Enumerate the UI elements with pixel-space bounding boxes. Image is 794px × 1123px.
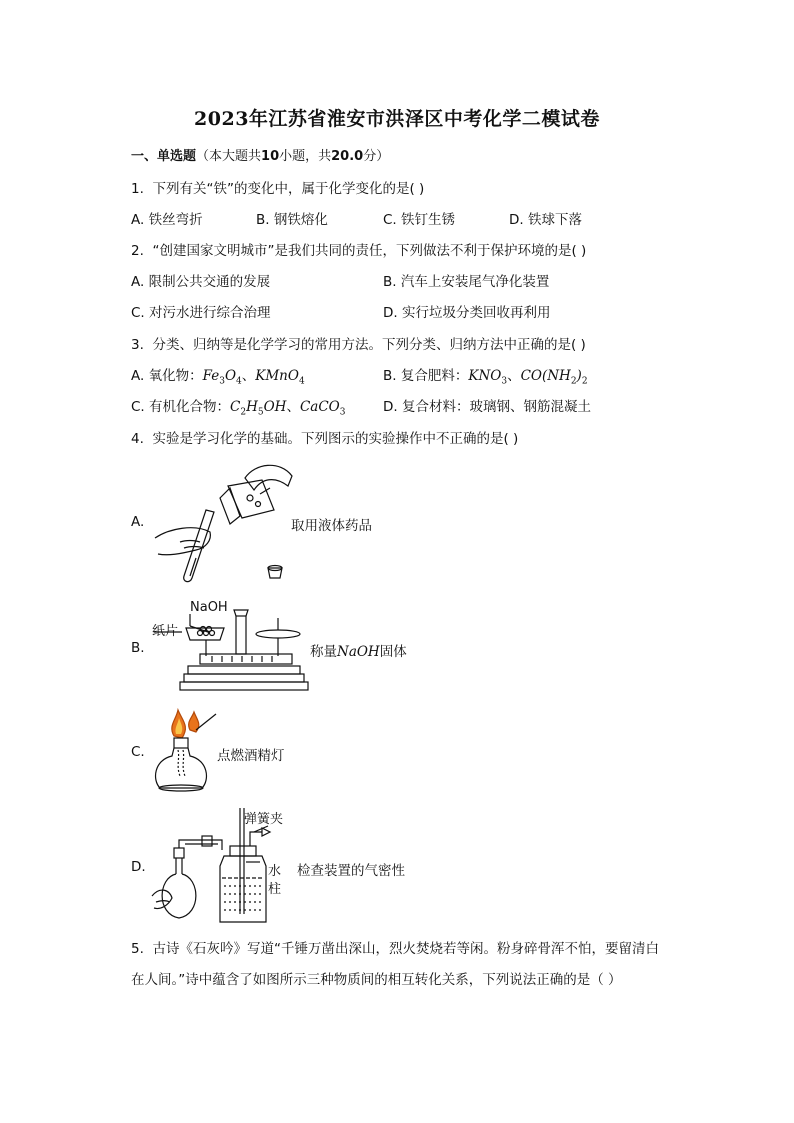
question-5-line-2: 在人间。”诗中蕴含了如图所示三种物质间的相互转化关系，下列说法正确的是（ ） [131,972,622,988]
question-number: 3. [131,337,144,353]
pouring-liquid-figure [150,458,300,588]
spring-clip-icon [262,828,270,836]
question-stem: “创建国家文明城市”是我们共同的责任，下列做法不利于保护环境的是( ) [152,243,587,259]
question-number: 2. [131,243,144,259]
question-number: 5. [131,941,144,957]
question-number: 4. [131,431,144,447]
question-3 [131,333,586,353]
question-1 [131,177,424,197]
option-a[interactable]: A. 铁丝弯折 [131,212,203,228]
option-a[interactable]: A. [131,514,145,530]
water-label: 水 [268,864,282,879]
hand-icon [245,465,292,490]
column-label: 柱 [268,882,282,897]
question-stem: 古诗《石灰吟》写道“千锤万凿出深山，烈火焚烧若等闲。粉身碎骨浑不怕，要留清白 [152,941,659,957]
option-c[interactable]: C. [131,744,145,760]
option-b[interactable]: B. 复合肥料：$KNO_3$、$CO(NH_2)_2$ [383,368,588,387]
figure-caption: 取用液体药品 [291,518,372,534]
spring-clip-label: 弹簧夹 [244,812,284,827]
option-c[interactable]: C. 对污水进行综合治理 [131,305,271,321]
option-a[interactable]: A. 氧化物：$Fe_3O_4$、KMnO$_4$ [131,368,305,387]
option-d[interactable]: D. 实行垃圾分类回收再利用 [383,305,551,321]
paper-label: 纸片 [152,624,179,639]
flask-icon [162,874,196,918]
question-number: 1. [131,181,144,197]
figure-caption: 点燃酒精灯 [217,748,285,764]
question-4 [131,427,518,447]
option-b[interactable]: B. [131,640,145,656]
naoh-label: NaOH [190,600,228,615]
bottle-icon [220,856,266,922]
question-stem: 分类、归纳等是化学学习的常用方法。下列分类、归纳方法中正确的是( ) [152,337,586,353]
question-stem: 下列有关“铁”的变化中，属于化学变化的是( ) [152,181,425,197]
option-a[interactable]: A. 限制公共交通的发展 [131,274,271,290]
option-b[interactable]: B. 汽车上安装尾气净化装置 [383,274,550,290]
test-tube-icon [184,510,214,582]
section-header: 一、单选题（本大题共10小题，共20.0分） [131,149,390,164]
option-c[interactable]: C. 有机化合物：$C_2H_5OH$、CaCO$_3$ [131,399,346,418]
question-stem: 实验是学习化学的基础。下列图示的实验操作中不正确的是( ) [152,431,519,447]
figure-caption: 称量NaOH固体 [310,644,407,660]
alcohol-lamp-icon [156,748,207,788]
option-d[interactable]: D. [131,859,146,875]
option-d[interactable]: D. 复合材料：玻璃钢、钢筋混凝土 [383,399,591,415]
question-5 [131,937,659,957]
figure-caption: 检查装置的气密性 [297,863,405,879]
option-b[interactable]: B. 钢铁熔化 [256,212,328,228]
option-c[interactable]: C. 铁钉生锈 [383,212,456,228]
alcohol-lamp-figure [150,706,220,798]
question-2 [131,239,586,259]
balance-scale-figure [150,600,306,694]
option-d[interactable]: D. 铁球下落 [509,212,582,228]
page-title: 2023年江苏省淮安市洪泽区中考化学二模试卷 [194,108,600,130]
